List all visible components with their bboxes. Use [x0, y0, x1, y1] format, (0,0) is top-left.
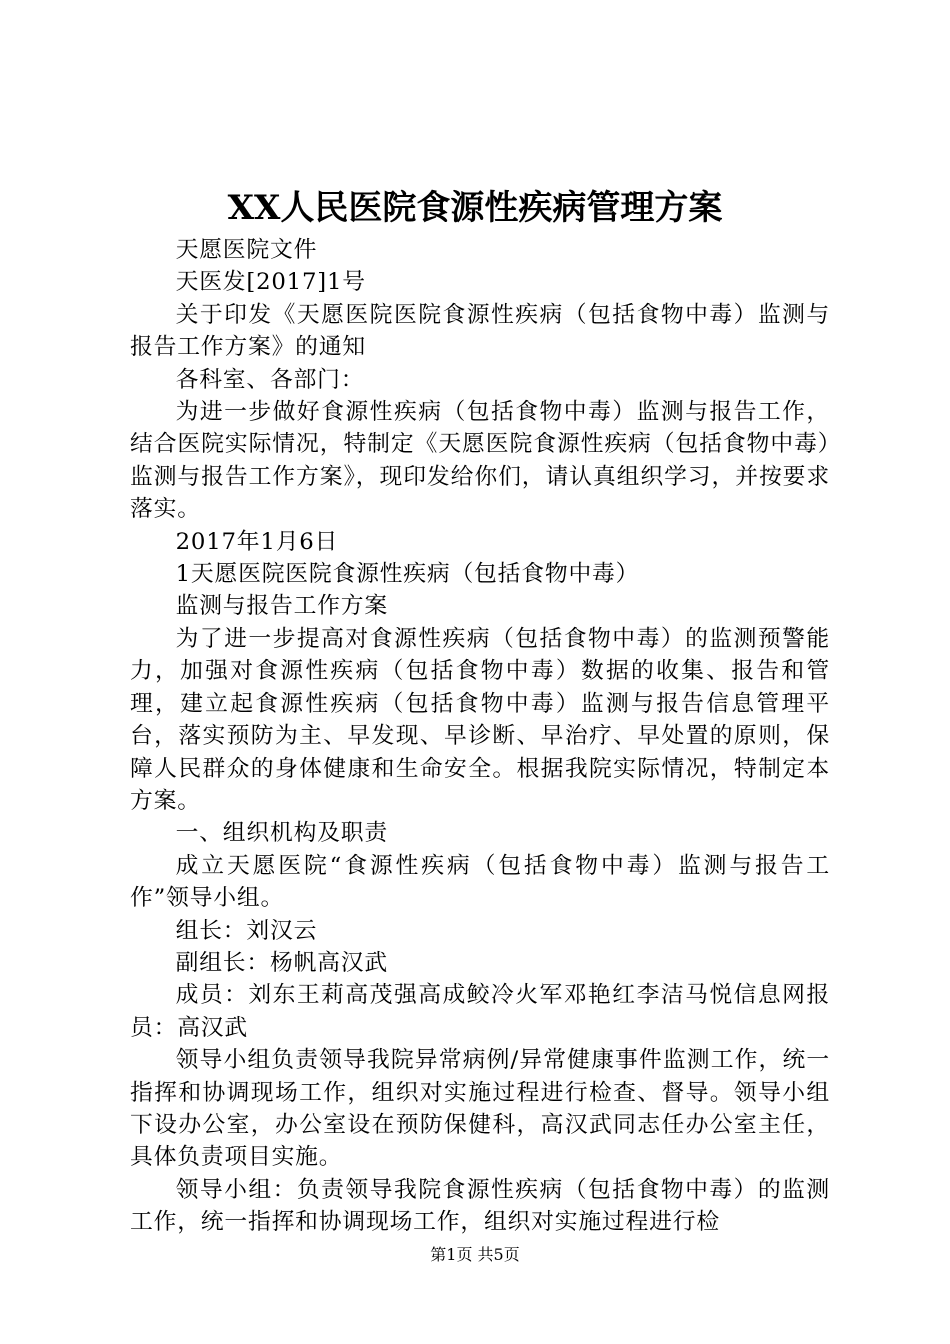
paragraph: 一、组织机构及职责	[175, 820, 388, 847]
paragraph: 成员：刘东王莉高茂强高成鲛冷火军邓艳红李洁马悦信息网报员：高汉武	[130, 982, 830, 1041]
paragraph: 副组长：杨帆高汉武	[175, 949, 388, 976]
paragraph: 1天愿医院医院食源性疾病（包括食物中毒）	[175, 561, 640, 588]
paragraph: 各科室、各部门：	[175, 366, 365, 393]
paragraph: 为了进一步提高对食源性疾病（包括食物中毒）的监测预警能力，加强对食源性疾病（包括食物中毒）数据的收集、报告和管理，建立起食源性疾病（包括食物中毒）监测与报告信息管理平台，落实预防为主、早发现、早诊断、早治疗、早处置的原则，保障人民群众的身体健康和生命安全。根据我院实际情况，特制定本方案。	[130, 625, 830, 814]
paragraph: 领导小组负责领导我院异常病例/异常健康事件监测工作，统一指挥和协调现场工作，组织对实施过程进行检查、督导。领导小组下设办公室，办公室设在预防保健科，高汉武同志任办公室主任，具体负责项目实施。	[130, 1047, 830, 1171]
paragraph: 为进一步做好食源性疾病（包括食物中毒）监测与报告工作，结合医院实际情况，特制定《天愿医院食源性疾病（包括食物中毒）监测与报告工作方案》，现印发给你们，请认真组织学习，并按要求落实。	[130, 399, 830, 523]
paragraph: 领导小组：负责领导我院食源性疾病（包括食物中毒）的监测工作，统一指挥和协调现场工作，组织对实施过程进行检	[130, 1176, 830, 1236]
paragraph: 成立天愿医院“食源性疾病（包括食物中毒）监测与报告工作”领导小组。	[130, 852, 830, 912]
document-body	[130, 234, 830, 1239]
paragraph: 关于印发《天愿医院医院食源性疾病（包括食物中毒）监测与报告工作方案》的通知	[130, 301, 830, 361]
paragraph: 2017年1月6日	[175, 528, 339, 555]
paragraph: 监测与报告工作方案	[175, 593, 388, 620]
paragraph: 天愿医院文件	[175, 237, 318, 263]
paragraph: 天医发[2017]1号	[175, 269, 366, 296]
page-footer: 第1页 共5页	[430, 1245, 520, 1264]
paragraph: 组长：刘汉云	[175, 917, 318, 944]
document-title: XX人民医院食源性疾病管理方案	[227, 188, 723, 228]
